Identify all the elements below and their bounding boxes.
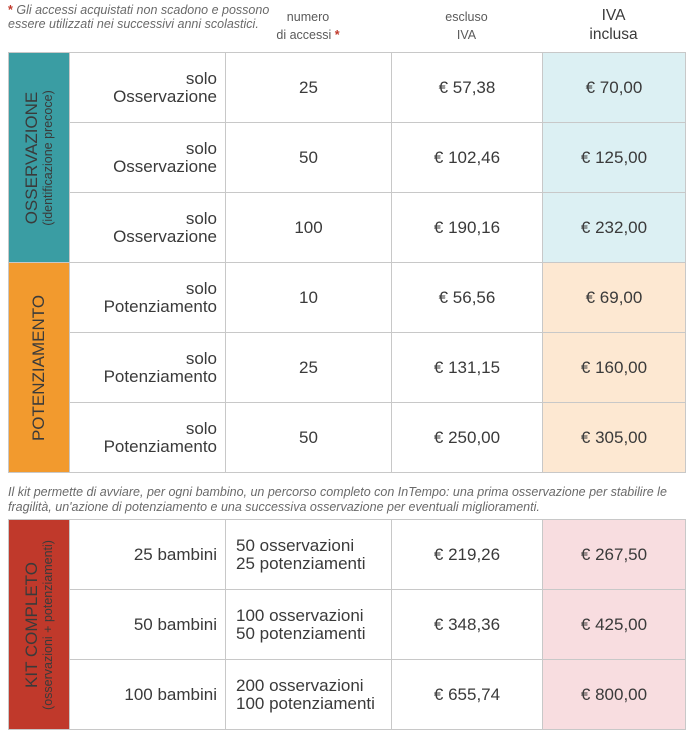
group-label-osservazione: OSSERVAZIONE (identificazione precoce): [9, 53, 70, 263]
price-escluso-iva: € 348,36: [392, 590, 543, 660]
table-row: [9, 263, 686, 333]
table-row: [9, 333, 686, 403]
price-iva-inclusa: € 267,50: [543, 520, 686, 590]
table-row: [9, 193, 686, 263]
product-label: solo Osservazione: [70, 193, 226, 263]
price-table: [8, 52, 686, 473]
accessi-cell: 50: [226, 123, 392, 193]
accessi-cell: 50: [226, 403, 392, 473]
price-table-header: [0, 0, 697, 52]
product-label: solo Potenziamento: [70, 263, 226, 333]
table-row: [9, 520, 686, 590]
price-iva-inclusa: € 232,00: [543, 193, 686, 263]
product-label: solo Potenziamento: [70, 403, 226, 473]
accessi-cell: 25: [226, 333, 392, 403]
price-iva-inclusa: € 160,00: [543, 333, 686, 403]
column-header-accessi: numero di accessi *: [276, 10, 340, 42]
price-escluso-iva: € 219,26: [392, 520, 543, 590]
column-header-iva-inclusa: IVA inclusa: [589, 7, 638, 43]
price-iva-inclusa: € 425,00: [543, 590, 686, 660]
product-label: solo Osservazione: [70, 123, 226, 193]
price-iva-inclusa: € 305,00: [543, 403, 686, 473]
price-escluso-iva: € 655,74: [392, 660, 543, 730]
table-row: [9, 403, 686, 473]
kit-label: 50 bambini: [70, 590, 226, 660]
kit-contents: 200 osservazioni 100 potenziamenti: [226, 660, 392, 730]
accessi-cell: 25: [226, 53, 392, 123]
price-escluso-iva: € 102,46: [392, 123, 543, 193]
table-row: [9, 590, 686, 660]
kit-price-table: [8, 519, 686, 730]
accessi-cell: 10: [226, 263, 392, 333]
price-escluso-iva: € 131,15: [392, 333, 543, 403]
table-row: [9, 123, 686, 193]
table-row: [9, 660, 686, 730]
kit-contents: 100 osservazioni 50 potenziamenti: [226, 590, 392, 660]
expiry-note-text: Gli accessi acquistati non scadono e possono essere utilizzati nei successivi anni scolastici.: [8, 3, 270, 31]
price-escluso-iva: € 56,56: [392, 263, 543, 333]
price-iva-inclusa: € 125,00: [543, 123, 686, 193]
accessi-cell: 100: [226, 193, 392, 263]
product-label: solo Osservazione: [70, 53, 226, 123]
kit-contents: 50 osservazioni 25 potenziamenti: [226, 520, 392, 590]
kit-description-note: Il kit permette di avviare, per ogni bambino, un percorso completo con InTempo: una prima osservazione per stabilire le fragilità, un'azione di potenziamento e una successiva osservazione per eventuali miglioramenti.: [8, 485, 667, 514]
price-escluso-iva: € 190,16: [392, 193, 543, 263]
price-iva-inclusa: € 70,00: [543, 53, 686, 123]
asterisk-icon: *: [334, 28, 340, 42]
price-iva-inclusa: € 69,00: [543, 263, 686, 333]
group-label-kit-completo: KIT COMPLETO (osservazioni + potenziamenti): [9, 520, 70, 730]
price-escluso-iva: € 57,38: [392, 53, 543, 123]
column-header-escluso-iva: escluso IVA: [445, 10, 488, 42]
kit-label: 100 bambini: [70, 660, 226, 730]
price-iva-inclusa: € 800,00: [543, 660, 686, 730]
group-label-potenziamento: POTENZIAMENTO: [9, 263, 70, 473]
table-row: [9, 53, 686, 123]
asterisk-icon: *: [8, 3, 13, 17]
kit-label: 25 bambini: [70, 520, 226, 590]
product-label: solo Potenziamento: [70, 333, 226, 403]
price-escluso-iva: € 250,00: [392, 403, 543, 473]
